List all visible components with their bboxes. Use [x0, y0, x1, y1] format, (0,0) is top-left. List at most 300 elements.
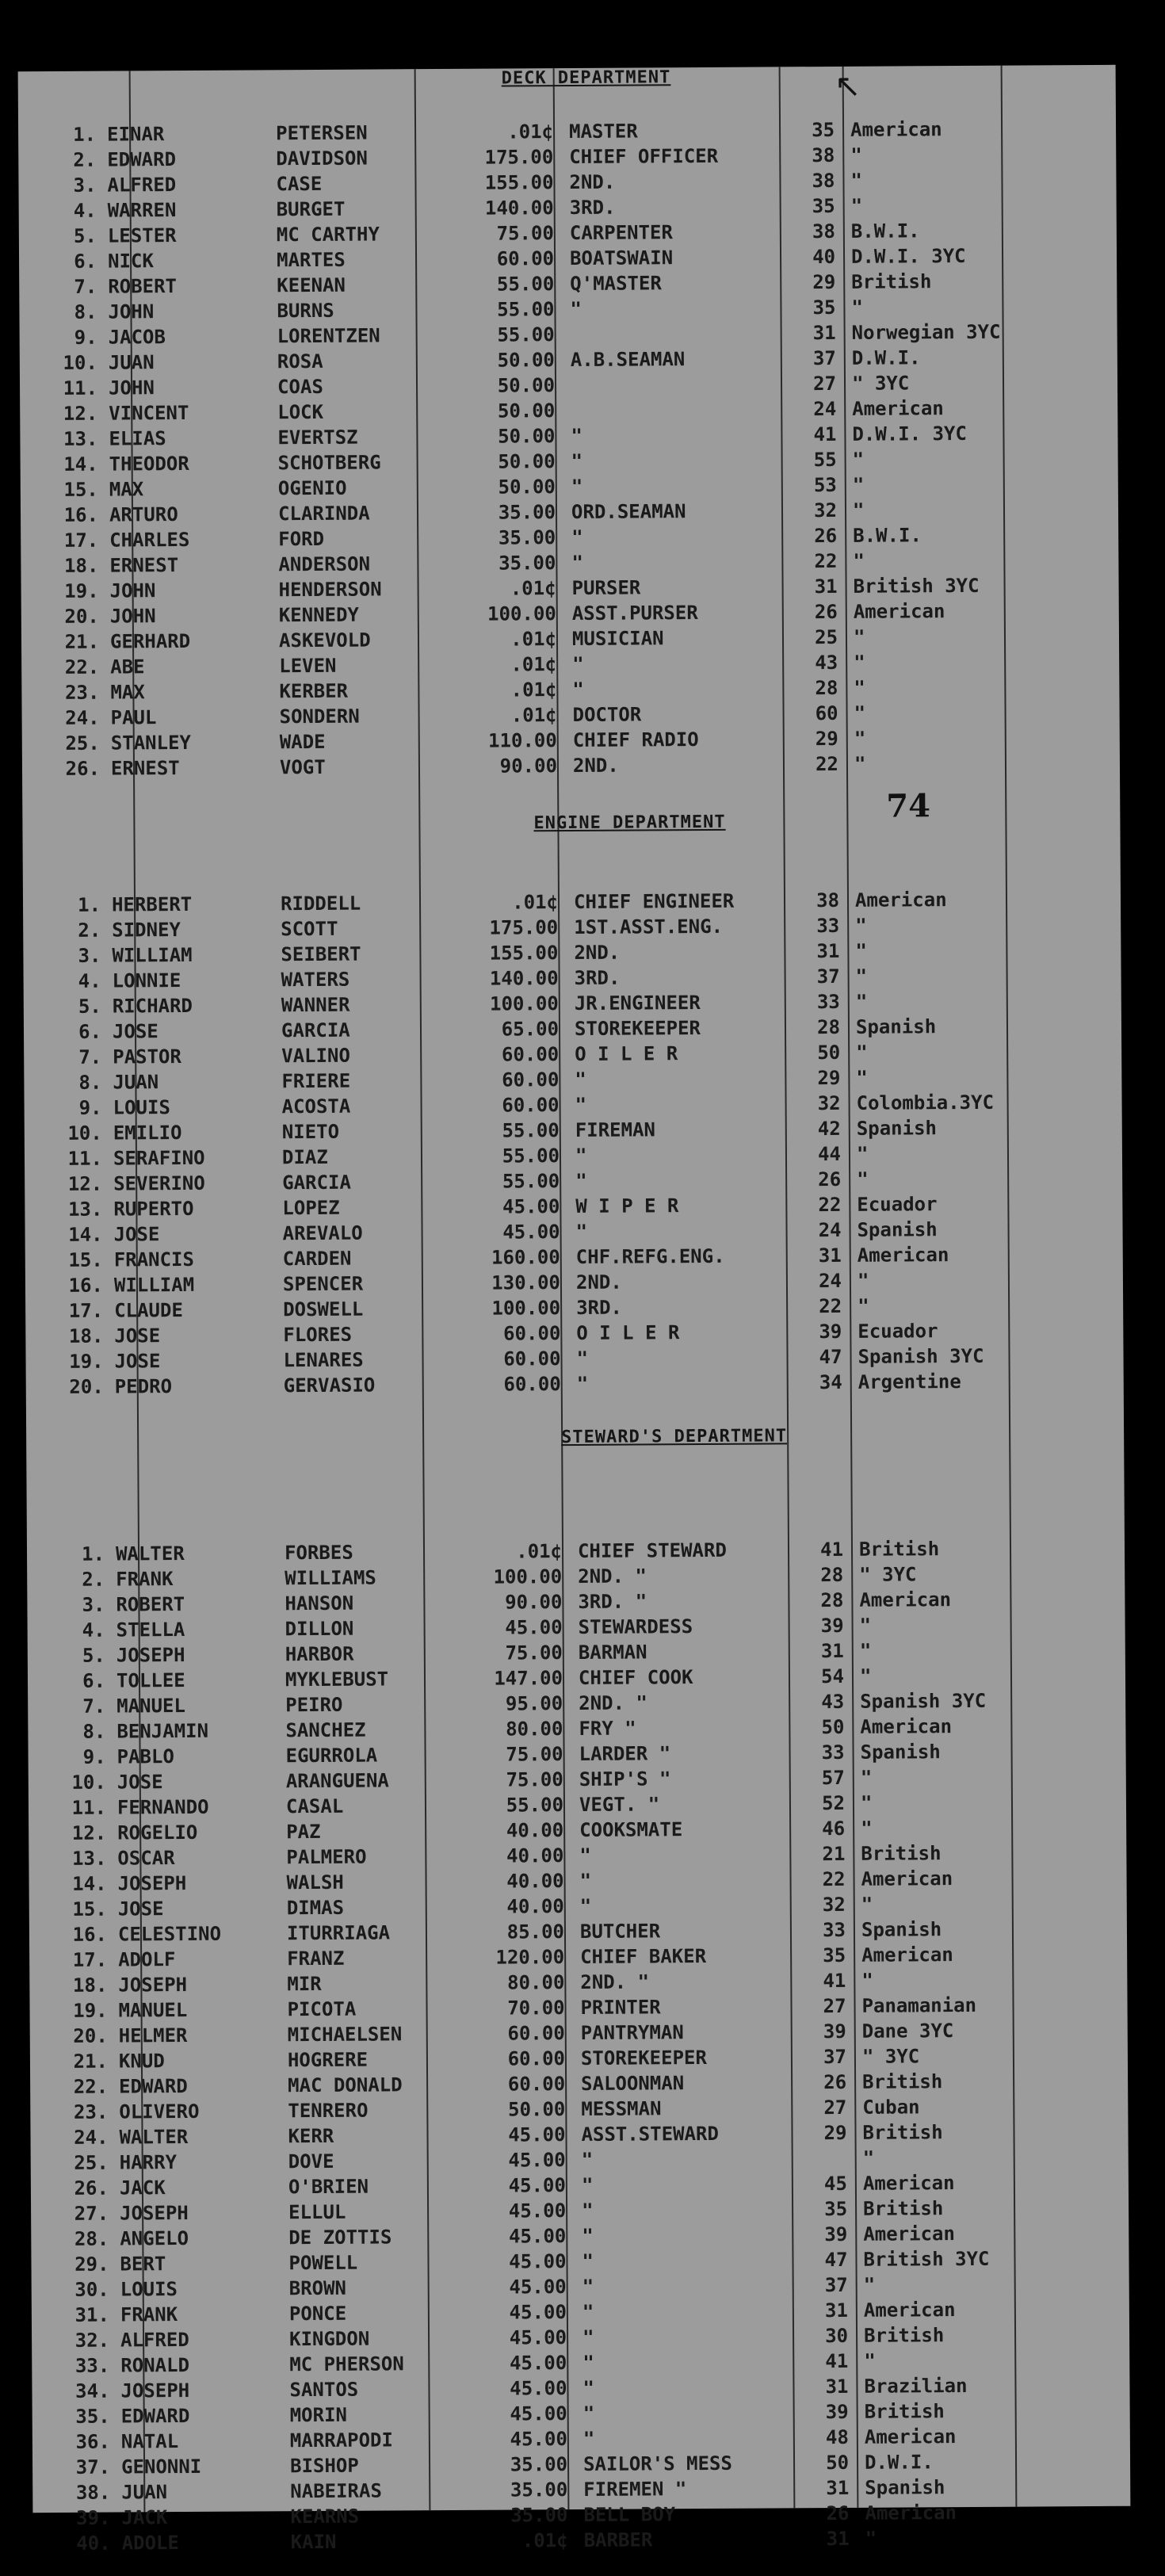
- last-name: GERVASIO: [283, 1374, 376, 1397]
- monthly-wage: 40.00: [506, 1870, 564, 1893]
- nationality: British: [863, 2324, 945, 2347]
- monthly-wage: 45.00: [509, 2352, 567, 2375]
- age: 24: [813, 397, 837, 421]
- row-number: 38.: [75, 2481, 111, 2504]
- age: 41: [813, 422, 837, 446]
- monthly-wage: 35.00: [510, 2453, 568, 2476]
- age: 52: [821, 1791, 846, 1815]
- last-name: MARTES: [276, 248, 346, 272]
- row-number: 8.: [82, 1720, 106, 1743]
- monthly-wage: 45.00: [508, 2149, 566, 2172]
- age: 50: [821, 1715, 845, 1739]
- nationality: British 3YC: [863, 2247, 990, 2271]
- monthly-wage: 50.00: [498, 450, 556, 473]
- first-name: PEDRO: [114, 1375, 173, 1398]
- nationality: Norwegian 3YC: [851, 320, 1001, 344]
- last-name: SANTOS: [289, 2378, 359, 2402]
- last-name: SONDERN: [279, 705, 360, 728]
- nationality: British: [863, 2197, 944, 2220]
- row-number: 19.: [64, 579, 99, 602]
- first-name: ALFRED: [120, 2328, 189, 2352]
- monthly-wage: 55.00: [497, 298, 555, 321]
- age: 29: [812, 270, 836, 294]
- first-name: ALFRED: [107, 174, 177, 197]
- nationality: American: [862, 2172, 955, 2195]
- capacity: 2ND. ": [580, 1970, 650, 1993]
- monthly-wage: 75.00: [505, 1642, 563, 1664]
- monthly-wage: 155.00: [489, 942, 559, 965]
- row-number: 15.: [72, 1898, 107, 1921]
- monthly-wage: 35.00: [498, 526, 556, 549]
- last-name: LOPEZ: [282, 1196, 340, 1220]
- row-number: 12.: [63, 402, 98, 425]
- age: 31: [820, 1639, 844, 1663]
- nationality: Ecuador: [858, 1320, 938, 1343]
- last-name: DAVIDSON: [276, 147, 368, 170]
- nationality: ": [861, 1969, 873, 1992]
- last-name: SPENCER: [282, 1272, 364, 1296]
- nationality: ": [854, 651, 865, 674]
- first-name: HERBERT: [111, 892, 193, 916]
- first-name: CLAUDE: [114, 1299, 183, 1322]
- row-number: 20.: [73, 2024, 108, 2047]
- age: 57: [821, 1766, 845, 1790]
- last-name: AREVALO: [282, 1221, 363, 1245]
- nationality: ": [854, 752, 866, 775]
- nationality: ": [856, 1142, 869, 1165]
- last-name: ANDERSON: [278, 552, 371, 576]
- crew-list-page: [18, 65, 1131, 2555]
- capacity: ": [571, 551, 583, 575]
- first-name: JOSE: [116, 1771, 163, 1794]
- row-number: 29.: [74, 2253, 109, 2276]
- last-name: EGURROLA: [285, 1744, 378, 1768]
- last-name: ACOSTA: [281, 1095, 351, 1118]
- last-name: KINGDON: [289, 2327, 370, 2351]
- nationality: Brazilian: [864, 2374, 968, 2398]
- monthly-wage: 35.00: [498, 552, 556, 575]
- nationality: American: [854, 889, 947, 912]
- row-number: 32.: [74, 2329, 110, 2352]
- capacity: 2ND.: [572, 754, 619, 777]
- monthly-wage: 40.00: [506, 1844, 564, 1867]
- row-number: 1.: [82, 1542, 105, 1565]
- capacity: SHIP'S ": [579, 1768, 671, 1791]
- row-number: 8.: [78, 1071, 102, 1094]
- first-name: EDWARD: [119, 2074, 188, 2098]
- capacity: A.B.SEAMAN: [570, 348, 686, 372]
- capacity: MESSMAN: [581, 2097, 662, 2120]
- row-number: 3.: [78, 944, 101, 967]
- first-name: RUPERTO: [113, 1197, 194, 1221]
- capacity: CHF.REFG.ENG.: [575, 1244, 725, 1268]
- nationality: Spanish: [861, 1918, 942, 1941]
- monthly-wage: .01¢: [512, 891, 559, 914]
- nationality: ": [858, 1294, 869, 1317]
- monthly-wage: 55.00: [502, 1119, 560, 1142]
- capacity: BOATSWAIN: [569, 247, 674, 270]
- monthly-wage: 120.00: [495, 1946, 565, 1969]
- age: 40: [812, 245, 836, 269]
- monthly-wage: 45.00: [502, 1195, 560, 1218]
- row-number: 20.: [69, 1375, 104, 1398]
- first-name: FRANCIS: [113, 1248, 195, 1271]
- monthly-wage: 50.00: [507, 2098, 566, 2121]
- row-number: 12.: [71, 1821, 107, 1844]
- page-number: 74: [886, 787, 931, 825]
- age: 37: [812, 346, 836, 370]
- row-number: 8.: [74, 300, 97, 323]
- nationality: American: [863, 2299, 956, 2322]
- monthly-wage: 35.00: [498, 501, 556, 524]
- nationality: ": [856, 1066, 868, 1089]
- last-name: ASKEVOLD: [278, 629, 371, 652]
- capacity: ": [571, 424, 582, 448]
- nationality: American: [861, 1867, 953, 1890]
- first-name: ERNEST: [110, 757, 180, 780]
- nationality: D.W.I. 3YC: [852, 422, 968, 445]
- age: 22: [814, 549, 838, 573]
- capacity: ": [582, 2224, 594, 2247]
- capacity: ": [582, 2249, 594, 2272]
- capacity: STOREKEEPER: [580, 2046, 707, 2070]
- monthly-wage: 130.00: [491, 1271, 561, 1294]
- last-name: FORBES: [284, 1541, 353, 1565]
- nationality: ": [852, 473, 865, 496]
- first-name: ERNEST: [109, 554, 179, 577]
- monthly-wage: 70.00: [507, 1997, 565, 2020]
- last-name: BURGET: [276, 197, 346, 221]
- age: 48: [825, 2425, 849, 2449]
- age: 33: [822, 1918, 846, 1942]
- age: 35: [812, 194, 835, 218]
- capacity: ASST.PURSER: [571, 602, 698, 625]
- first-name: JOHN: [108, 376, 155, 399]
- last-name: MORIN: [289, 2403, 348, 2427]
- row-number: 12.: [67, 1172, 103, 1195]
- last-name: TENRERO: [288, 2099, 369, 2123]
- monthly-wage: 35.00: [510, 2504, 568, 2527]
- row-number: 7.: [82, 1695, 106, 1718]
- age: 28: [820, 1588, 844, 1612]
- row-number: 18.: [63, 554, 99, 577]
- monthly-wage: 45.00: [510, 2377, 567, 2400]
- last-name: KEARNS: [290, 2505, 360, 2528]
- first-name: WALTER: [115, 1542, 185, 1565]
- age: 31: [825, 2375, 849, 2398]
- row-number: 5.: [73, 224, 97, 247]
- capacity: BUTCHER: [579, 1920, 661, 1943]
- capacity: 2ND. ": [579, 1691, 647, 1714]
- row-number: 22.: [64, 655, 100, 678]
- age: 54: [821, 1664, 845, 1688]
- nationality: ": [859, 1639, 872, 1662]
- monthly-wage: .01¢: [510, 704, 557, 727]
- age: 39: [824, 2222, 848, 2246]
- capacity: PURSER: [571, 576, 641, 600]
- nationality: Spanish: [860, 1741, 941, 1764]
- last-name: CASE: [276, 172, 323, 196]
- row-number: 40.: [76, 2532, 111, 2555]
- capacity: ": [575, 1169, 587, 1192]
- last-name: KAIN: [290, 2530, 337, 2554]
- first-name: ROBERT: [108, 275, 178, 298]
- age: 31: [816, 939, 840, 963]
- nationality: ": [865, 2527, 877, 2550]
- first-name: FRANK: [120, 2303, 178, 2326]
- age: 50: [817, 1041, 841, 1064]
- nationality: American: [857, 1244, 949, 1267]
- last-name: LOCK: [277, 400, 324, 424]
- nationality: ": [855, 914, 867, 937]
- nationality: British: [862, 2121, 943, 2144]
- age: 31: [826, 2527, 850, 2551]
- first-name: STANLEY: [110, 731, 192, 755]
- capacity: 3RD.: [574, 966, 621, 989]
- first-name: HELMER: [118, 2024, 188, 2047]
- age: 21: [822, 1842, 846, 1866]
- nationality: Cuban: [862, 2096, 920, 2119]
- monthly-wage: .01¢: [510, 653, 557, 676]
- nationality: Argentine: [858, 1370, 961, 1393]
- capacity: ": [576, 1372, 589, 1395]
- monthly-wage: 80.00: [507, 1971, 565, 1994]
- row-number: 24.: [74, 2126, 109, 2149]
- monthly-wage: .01¢: [510, 628, 557, 651]
- age: 45: [823, 2172, 847, 2196]
- age: 22: [815, 752, 839, 776]
- last-name: WANNER: [281, 993, 350, 1017]
- monthly-wage: 45.00: [509, 2301, 567, 2324]
- last-name: PONCE: [288, 2302, 347, 2326]
- age: 27: [823, 1994, 846, 2018]
- row-number: 14.: [72, 1872, 107, 1895]
- row-number: 5.: [82, 1644, 105, 1667]
- last-name: MIR: [287, 1972, 322, 1996]
- nationality: ": [862, 2146, 875, 2169]
- monthly-wage: 55.00: [497, 323, 555, 346]
- first-name: NATAL: [120, 2430, 179, 2453]
- last-name: WADE: [279, 730, 326, 754]
- first-name: NICK: [107, 250, 154, 273]
- first-name: JOSE: [117, 1898, 164, 1921]
- nationality: Colombia.3YC: [856, 1091, 995, 1114]
- capacity: CHIEF STEWARD: [577, 1538, 727, 1562]
- last-name: FORD: [278, 527, 325, 551]
- monthly-wage: 110.00: [487, 729, 557, 752]
- last-name: HANSON: [285, 1592, 354, 1615]
- first-name: JUAN: [121, 2481, 168, 2504]
- last-name: HENDERSON: [278, 578, 382, 602]
- first-name: GENONNI: [120, 2455, 202, 2479]
- capacity: ": [575, 1220, 588, 1243]
- row-number: 18.: [72, 1974, 108, 1997]
- nationality: British: [861, 1842, 942, 1865]
- first-name: RONALD: [120, 2353, 190, 2377]
- capacity: ": [581, 2173, 594, 2196]
- last-name: PALMERO: [286, 1845, 367, 1869]
- last-name: SANCHEZ: [285, 1718, 366, 1742]
- nationality: Dane 3YC: [861, 2020, 954, 2043]
- first-name: GERHARD: [109, 629, 191, 653]
- row-number: 24.: [65, 706, 100, 729]
- first-name: MAX: [109, 478, 144, 501]
- first-name: ADOLF: [118, 1948, 176, 1971]
- first-name: PABLO: [116, 1745, 174, 1768]
- last-name: BROWN: [288, 2276, 347, 2300]
- nationality: ": [859, 1664, 872, 1687]
- row-number: 37.: [75, 2456, 111, 2479]
- monthly-wage: 55.00: [496, 273, 555, 296]
- capacity: ": [575, 1068, 586, 1091]
- nationality: British: [858, 1538, 940, 1561]
- monthly-wage: 50.00: [498, 425, 556, 448]
- row-number: 16.: [72, 1923, 108, 1946]
- monthly-wage: .01¢: [510, 577, 556, 600]
- nationality: ": [860, 1766, 873, 1789]
- age: 38: [812, 220, 835, 243]
- monthly-wage: 90.00: [505, 1591, 563, 1614]
- row-number: 19.: [69, 1350, 104, 1373]
- capacity: ": [572, 652, 584, 675]
- last-name: BURNS: [277, 299, 334, 323]
- age: 29: [817, 1066, 841, 1090]
- capacity: MASTER: [568, 120, 638, 143]
- row-number: 10.: [71, 1771, 106, 1794]
- capacity: 2ND.: [569, 170, 616, 194]
- monthly-wage: 60.00: [507, 2047, 566, 2070]
- first-name: SERAFINO: [113, 1146, 205, 1170]
- capacity: CHIEF COOK: [578, 1666, 693, 1689]
- nationality: American: [859, 1588, 952, 1611]
- age: 24: [818, 1218, 842, 1242]
- nationality: British: [851, 270, 932, 293]
- first-name: WARREN: [107, 199, 177, 222]
- first-name: WALTER: [119, 2125, 189, 2149]
- first-name: JOHN: [108, 300, 155, 323]
- nationality: Panamanian: [861, 1993, 977, 2017]
- monthly-wage: 50.00: [497, 349, 555, 372]
- last-name: LORENTZEN: [277, 324, 380, 348]
- last-name: ROSA: [277, 350, 323, 373]
- nationality: Spanish: [857, 1218, 938, 1241]
- last-name: KERR: [288, 2124, 334, 2148]
- tick-mark-icon: ↖: [834, 67, 861, 105]
- monthly-wage: 140.00: [489, 967, 559, 990]
- nationality: American: [864, 2425, 957, 2448]
- first-name: JOSE: [114, 1324, 161, 1347]
- last-name: KEENAN: [277, 273, 346, 297]
- nationality: ": [855, 965, 868, 988]
- capacity: CARPENTER: [569, 221, 673, 245]
- monthly-wage: 50.00: [497, 399, 556, 422]
- last-name: FRIERE: [281, 1069, 351, 1093]
- monthly-wage: 147.00: [494, 1667, 563, 1690]
- capacity: JR.ENGINEER: [574, 992, 701, 1015]
- first-name: LOUIS: [113, 1096, 170, 1119]
- capacity: ": [571, 475, 583, 499]
- monthly-wage: 45.00: [502, 1221, 560, 1244]
- row-number: 2.: [82, 1568, 105, 1591]
- capacity: PRINTER: [580, 1996, 661, 2019]
- first-name: RICHARD: [112, 994, 193, 1018]
- age: 46: [822, 1817, 846, 1840]
- age: 26: [814, 600, 838, 624]
- age: 32: [817, 1091, 841, 1115]
- nationality: ": [857, 1269, 869, 1292]
- last-name: SCHOTBERG: [277, 451, 381, 475]
- last-name: DIAZ: [281, 1145, 328, 1169]
- age: 35: [824, 2197, 848, 2221]
- row-number: 13.: [63, 427, 98, 450]
- capacity: ": [571, 526, 583, 549]
- last-name: BISHOP: [289, 2454, 359, 2478]
- monthly-wage: 45.00: [508, 2225, 567, 2248]
- first-name: MAX: [110, 681, 145, 704]
- capacity: ": [581, 2148, 594, 2171]
- capacity: ": [582, 2300, 594, 2323]
- monthly-wage: 85.00: [506, 1921, 565, 1943]
- monthly-wage: 40.00: [506, 1895, 564, 1918]
- first-name: JOHN: [109, 605, 156, 628]
- nationality: D.W.I.: [851, 346, 921, 369]
- first-name: BENJAMIN: [116, 1719, 209, 1743]
- age: 33: [816, 914, 840, 938]
- nationality: ": [853, 625, 865, 648]
- nationality: British: [862, 2070, 943, 2093]
- nationality: ": [850, 194, 863, 217]
- capacity: STEWARDESS: [578, 1615, 693, 1638]
- row-number: 26.: [65, 757, 101, 780]
- nationality: American: [861, 1943, 953, 1966]
- monthly-wage: 60.00: [502, 1094, 560, 1117]
- monthly-wage: 75.00: [506, 1768, 563, 1791]
- last-name: MC PHERSON: [289, 2352, 404, 2376]
- capacity: PANTRYMAN: [580, 2021, 684, 2044]
- first-name: CHARLES: [109, 528, 190, 552]
- monthly-wage: 50.00: [498, 476, 556, 499]
- first-name: EDWARD: [120, 2404, 190, 2428]
- nationality: ": [861, 1893, 873, 1916]
- first-name: JOHN: [109, 579, 156, 602]
- monthly-wage: 140.00: [484, 197, 554, 220]
- row-number: 4.: [82, 1619, 105, 1642]
- last-name: EVERTSZ: [277, 426, 358, 449]
- last-name: LEVEN: [279, 654, 337, 678]
- nationality: ": [860, 1791, 873, 1814]
- first-name: THEODOR: [109, 452, 189, 476]
- last-name: DOVE: [288, 2150, 334, 2173]
- monthly-wage: .01¢: [521, 2529, 568, 2552]
- last-name: FRANZ: [287, 1947, 345, 1970]
- age: 33: [816, 990, 840, 1014]
- monthly-wage: 175.00: [484, 146, 554, 169]
- row-number: 11.: [67, 1147, 103, 1170]
- row-number: 11.: [63, 376, 98, 399]
- row-number: 26.: [74, 2177, 109, 2200]
- nationality: Spanish: [856, 1117, 938, 1140]
- first-name: JOSEPH: [120, 2379, 190, 2402]
- capacity: COOKSMATE: [579, 1818, 683, 1841]
- row-number: 6.: [78, 1020, 102, 1043]
- last-name: CLARINDA: [277, 502, 370, 526]
- capacity: ": [571, 449, 583, 473]
- first-name: LOUIS: [120, 2278, 178, 2301]
- nationality: Spanish 3YC: [858, 1344, 984, 1368]
- last-name: HARBOR: [285, 1642, 354, 1666]
- first-name: TOLLEE: [116, 1669, 185, 1692]
- age: 29: [823, 2121, 847, 2145]
